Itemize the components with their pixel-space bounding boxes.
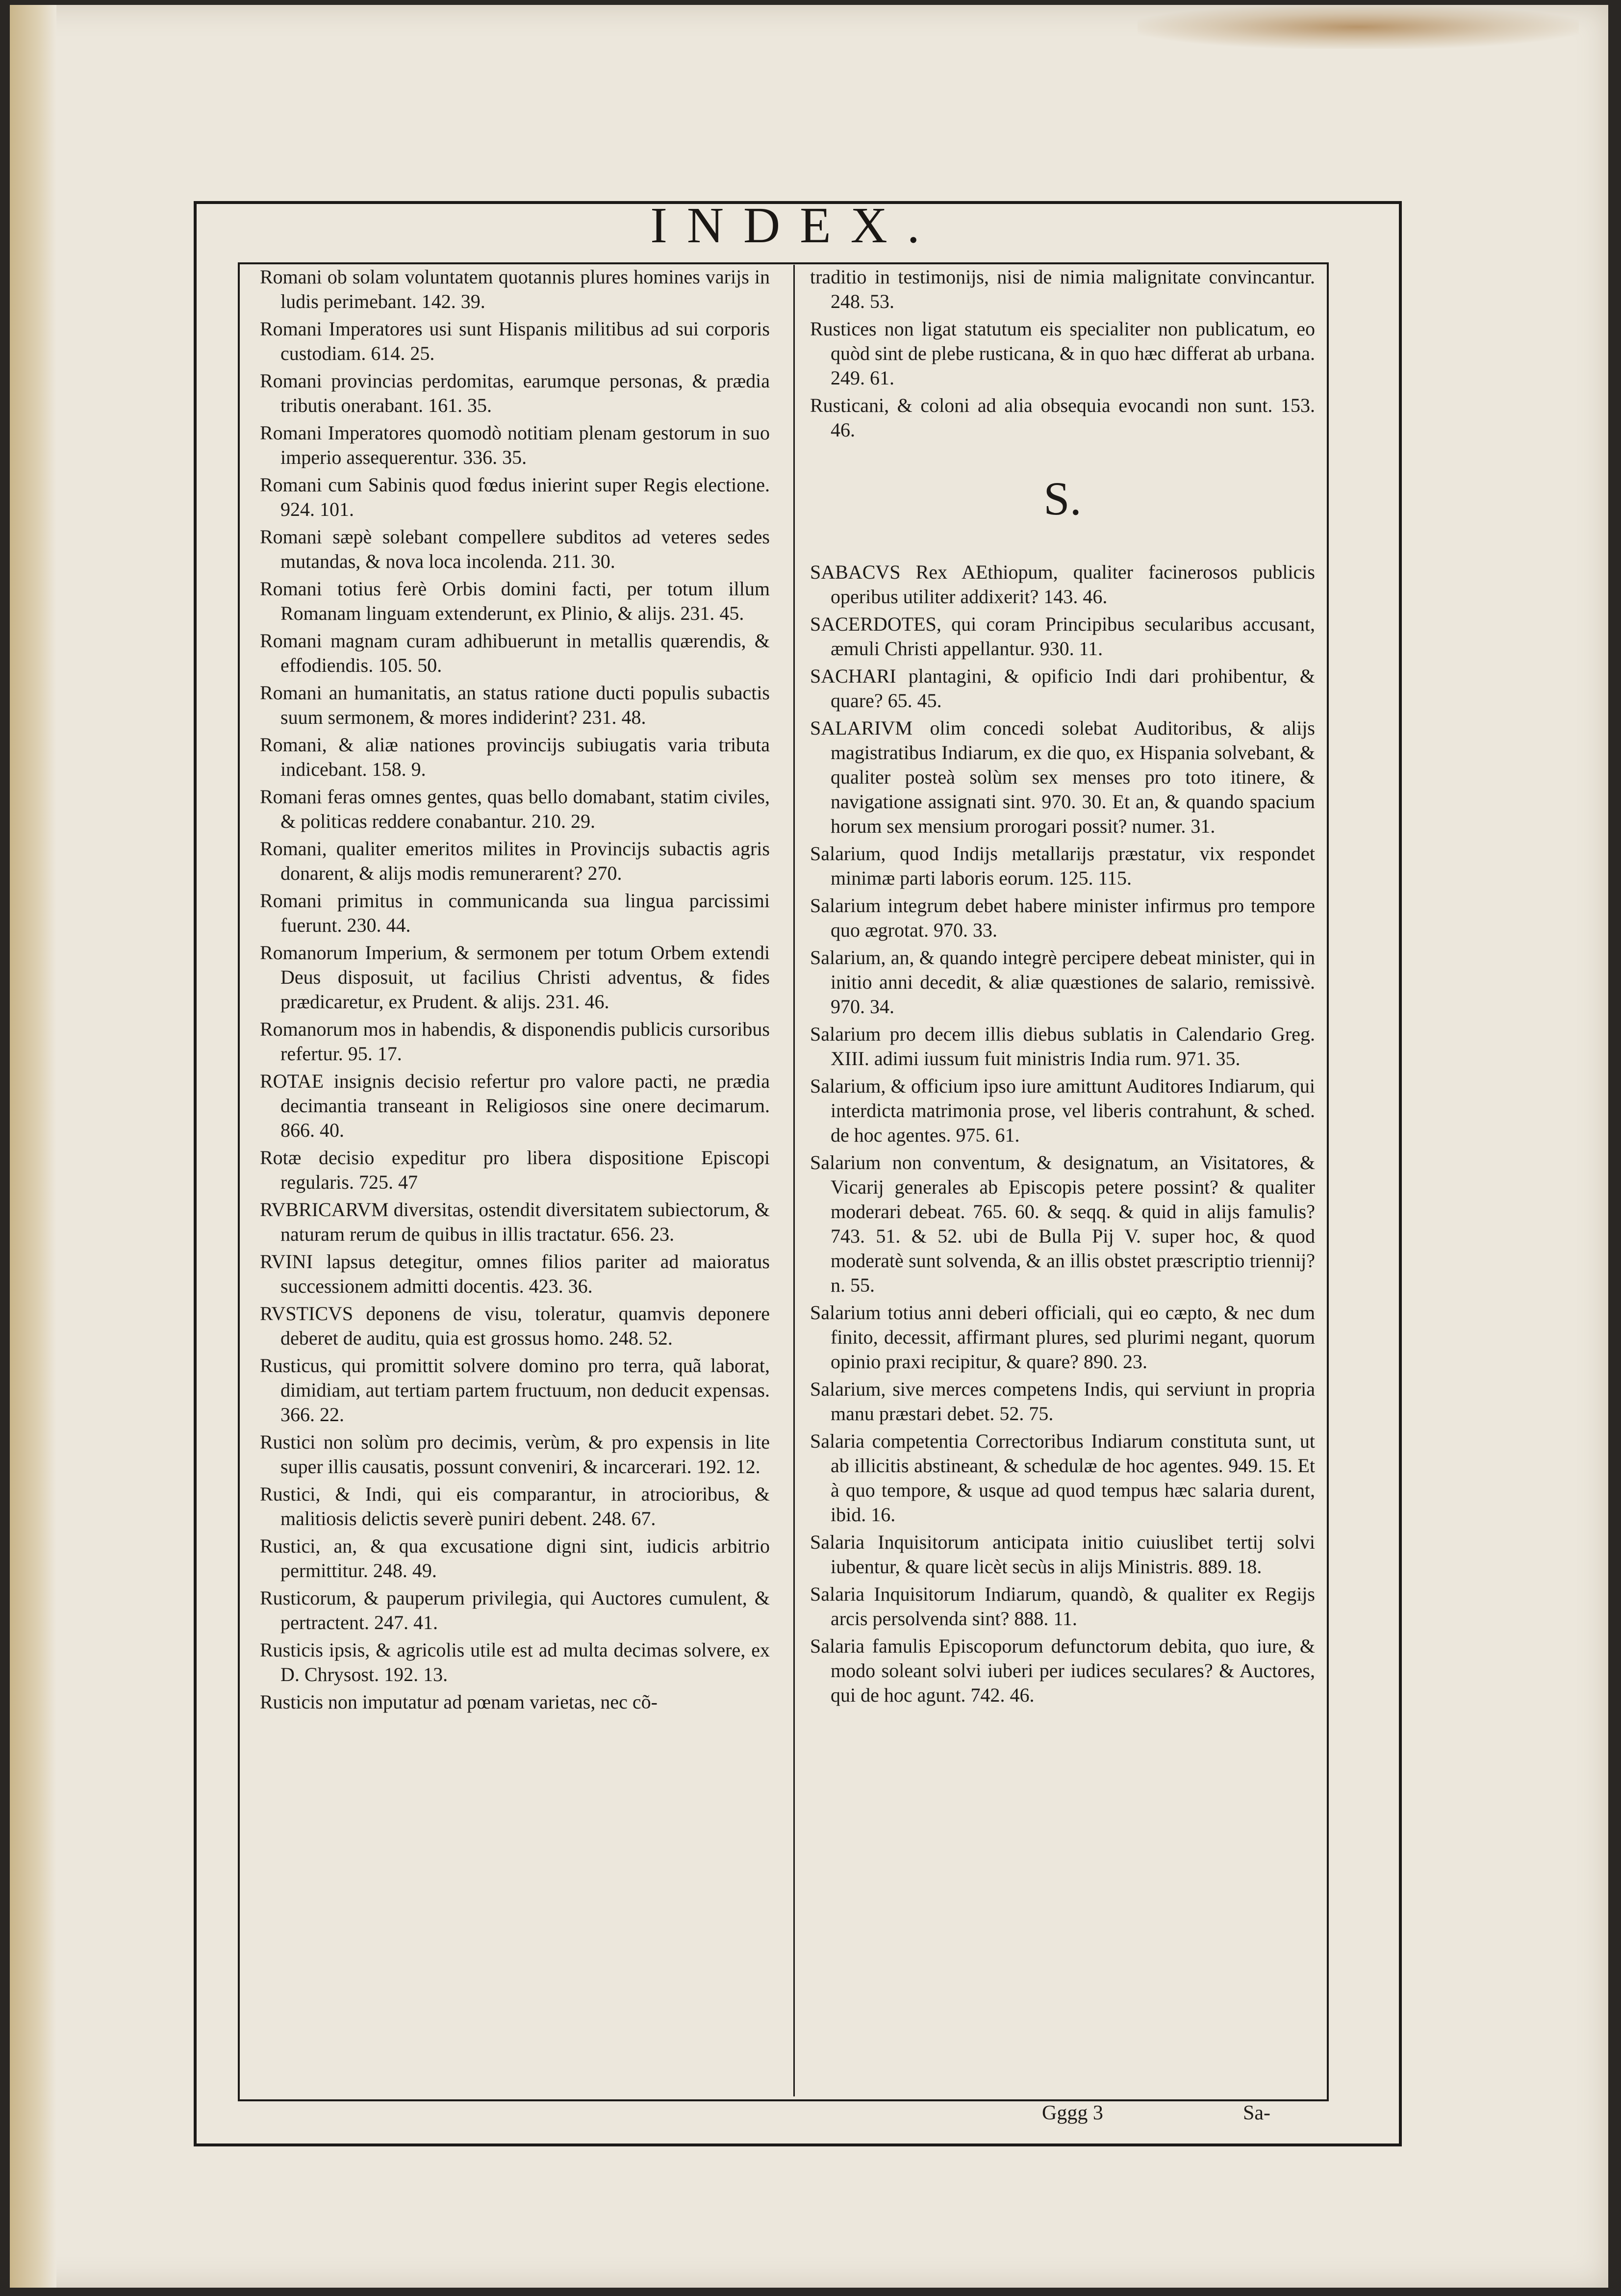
index-entry: Rustici non solùm pro decimis, verùm, & pro expensis in lite super illis causatis, possunt conveniri, & incarcerari. 192. 12. xyxy=(260,1431,770,1478)
index-entry: Salarium, an, & quando integrè percipere debeat minister, qui in initio anni decedit, & aliæ quæstiones de salario, remissivè. 970. 34. xyxy=(810,946,1315,1018)
right-entries-after xyxy=(810,560,1315,1708)
paper-stain xyxy=(1138,5,1579,49)
index-entry: Romani, & aliæ nationes provincijs subiugatis varia tributa indicebant. 158. 9. xyxy=(260,734,770,780)
binding-edge xyxy=(10,5,56,2288)
index-entry: Romani totius ferè Orbis domini facti, per totum illum Romanam linguam extenderunt, ex Plinio, & alijs. 231. 45. xyxy=(260,578,770,624)
index-entry: Romani Imperatores usi sunt Hispanis militibus ad sui corporis custodiam. 614. 25. xyxy=(260,318,770,364)
index-entry: Salarium, & officium ipso iure amittunt Auditores Indiarum, qui interdicta matrimonia prose, vel liberis contrahunt, & sched. de hoc agentes. 975. 61. xyxy=(810,1075,1315,1146)
right-column xyxy=(810,265,1315,1710)
right-entries-before xyxy=(810,265,1315,442)
index-entry: Salarium, sive merces competens Indis, qui serviunt in propria manu præstari debet. 52. 75. xyxy=(810,1378,1315,1425)
index-entry: RVSTICVS deponens de visu, toleratur, quamvis deponere deberet de auditu, quia est grossus homo. 248. 52. xyxy=(260,1302,770,1349)
index-entry: traditio in testimonijs, nisi de nimia malignitate convincantur. 248. 53. xyxy=(810,266,1315,312)
index-entry: Romani cum Sabinis quod fœdus inierint super Regis electione. 924. 101. xyxy=(260,474,770,520)
index-entry: SACHARI plantagini, & opificio Indi dari prohibentur, & quare? 65. 45. xyxy=(810,665,1315,712)
page-title: INDEX. xyxy=(650,197,939,254)
index-entry: ROTAE insignis decisio refertur pro valore pacti, ne prædia decimantia transeant in Religiosos sine onere decimarum. 866. 40. xyxy=(260,1070,770,1141)
index-entry: Rustices non ligat statutum eis specialiter non publicatum, eo quòd sint de plebe rusticana, & in quo hæc differat ab urbana. 249. 61. xyxy=(810,318,1315,389)
signature-mark: Gggg 3 xyxy=(1042,2102,1103,2124)
index-entry: SACERDOTES, qui coram Principibus secularibus accusant, æmuli Christi appellantur. 930. 11. xyxy=(810,613,1315,660)
index-entry: Romani, qualiter emeritos milites in Provincijs subactis agris donarent, & alijs modis remunerarent? 270. xyxy=(260,838,770,884)
index-entry: Salaria Inquisitorum Indiarum, quandò, & qualiter ex Regijs arcis persolvenda sint? 888. 11. xyxy=(810,1583,1315,1630)
index-entry: Salarium totius anni deberi officiali, qui eo cæpto, & nec dum finito, decessit, affirmant plures, sed plurimi negant, quorum opinio praxi recipitur, & quare? 890. 23. xyxy=(810,1301,1315,1373)
index-entry: Rusticani, & coloni ad alia obsequia evocandi non sunt. 153. 46. xyxy=(810,394,1315,441)
index-entry: Romani Imperatores quomodò notitiam plenam gestorum in suo imperio assequerentur. 336. 35. xyxy=(260,422,770,468)
index-entry: Romani an humanitatis, an status ratione ducti populis subactis suum sermonem, & mores indiderint? 231. 48. xyxy=(260,682,770,728)
column-divider xyxy=(793,265,795,2096)
catchword: Sa- xyxy=(1243,2102,1270,2124)
index-entry: Rusticorum, & pauperum privilegia, qui Auctores cumulent, & pertractent. 247. 41. xyxy=(260,1587,770,1633)
index-entry: Salarium pro decem illis diebus sublatis in Calendario Greg. XIII. adimi iussum fuit ministris India rum. 971. 35. xyxy=(810,1023,1315,1070)
index-entry: Salaria famulis Episcoporum defunctorum debita, quo iure, & modo soleant solvi iuberi per iudices seculares? & Auctores, qui de hoc agunt. 742. 46. xyxy=(810,1635,1315,1706)
index-entry: Rustici, an, & qua excusatione digni sint, iudicis arbitrio permittitur. 248. 49. xyxy=(260,1535,770,1582)
index-entry: Romanorum mos in habendis, & disponendis publicis cursoribus refertur. 95. 17. xyxy=(260,1018,770,1065)
index-entry: Rotæ decisio expeditur pro libera dispositione Episcopi regularis. 725. 47 xyxy=(260,1147,770,1193)
index-entry: Romani magnam curam adhibuerunt in metallis quærendis, & effodiendis. 105. 50. xyxy=(260,630,770,676)
index-entry: Salaria competentia Correctoribus Indiarum constituta sunt, ut ab illicitis abstineant, & schedulæ de hoc agentes. 949. 15. Et à quo tempore, & usque ad quod tempus hæc salaria durent, ibid. 16. xyxy=(810,1430,1315,1526)
index-entry: Rusticis non imputatur ad pœnam varietas, nec cõ- xyxy=(260,1691,658,1713)
index-entry: Salarium integrum debet habere minister infirmus pro tempore quo ægrotat. 970. 33. xyxy=(810,894,1315,941)
index-entry: Romani provincias perdomitas, earumque personas, & prædia tributis onerabant. 161. 35. xyxy=(260,370,770,416)
section-letter: S. xyxy=(1043,472,1082,525)
index-entry: Romani primitus in communicanda sua lingua parcissimi fuerunt. 230. 44. xyxy=(260,890,770,936)
index-entry: RVINI lapsus detegitur, omnes filios pariter ad maioratus successionem admitti docentis. 423. 36. xyxy=(260,1250,770,1297)
index-entry: Rusticis ipsis, & agricolis utile est ad multa decimas solvere, ex D. Chrysost. 192. 13. xyxy=(260,1639,770,1685)
left-column xyxy=(260,265,770,1717)
index-entry: SALARIVM olim concedi solebat Auditoribus, & alijs magistratibus Indiarum, ex die quo, ex Hispania solvebant, & qualiter posteà solùm sex menses pro toto itinere, & navigatione assignati sint. 970. 30. Et an, & quando spacium horum sex mensium prorogari possit? numer. 31. xyxy=(810,717,1315,837)
index-entry: Romani sæpè solebant compellere subditos ad veteres sedes mutandas, & nova loca incolenda. 211. 30. xyxy=(260,526,770,572)
index-entry: Romani feras omnes gentes, quas bello domabant, statim civiles, & politicas reddere conabantur. 210. 29. xyxy=(260,786,770,832)
index-entry: RVBRICARVM diversitas, ostendit diversitatem subiectorum, & naturam rerum de quibus in illis tractatur. 656. 23. xyxy=(260,1199,770,1245)
index-entry: SABACVS Rex AEthiopum, qualiter facinerosos publicis operibus utiliter addixerit? 143. 46. xyxy=(810,561,1315,608)
index-entry: Salarium non conventum, & designatum, an Visitatores, & Vicarij generales ab Episcopis petere possint? & qualiter moderari debeat. 765. 60. & seqq. & quid in alijs famulis? 743. 51. & 52. ubi de Bulla Pij V. super hoc, & quod moderatè sunt solvenda, & an illis obstet præscriptio triennij? n. 55. xyxy=(810,1151,1315,1296)
index-entry: Salaria Inquisitorum anticipata initio cuiuslibet tertij solvi iubentur, & quare licèt secùs in alijs Ministris. 889. 18. xyxy=(810,1531,1315,1578)
index-entry: Romani ob solam voluntatem quotannis plures homines varijs in ludis perimebant. 142. 39. xyxy=(260,266,770,312)
index-entry: Romanorum Imperium, & sermonem per totum Orbem extendi Deus disposuit, ut facilius Christi adventus, & fides prædicaretur, ex Prudent. & alijs. 231. 46. xyxy=(260,942,770,1013)
index-entry: Salarium, quod Indijs metallarijs præstatur, vix respondet minimæ parti laboris eorum. 125. 115. xyxy=(810,842,1315,889)
index-entry: Rustici, & Indi, qui eis comparantur, in atrocioribus, & malitiosis delictis severè puniri debent. 248. 67. xyxy=(260,1483,770,1530)
index-entry: Rusticus, qui promittit solvere domino pro terra, quã laborat, dimidiam, aut tertiam partem fructuum, non deducit expensas. 366. 22. xyxy=(260,1354,770,1426)
